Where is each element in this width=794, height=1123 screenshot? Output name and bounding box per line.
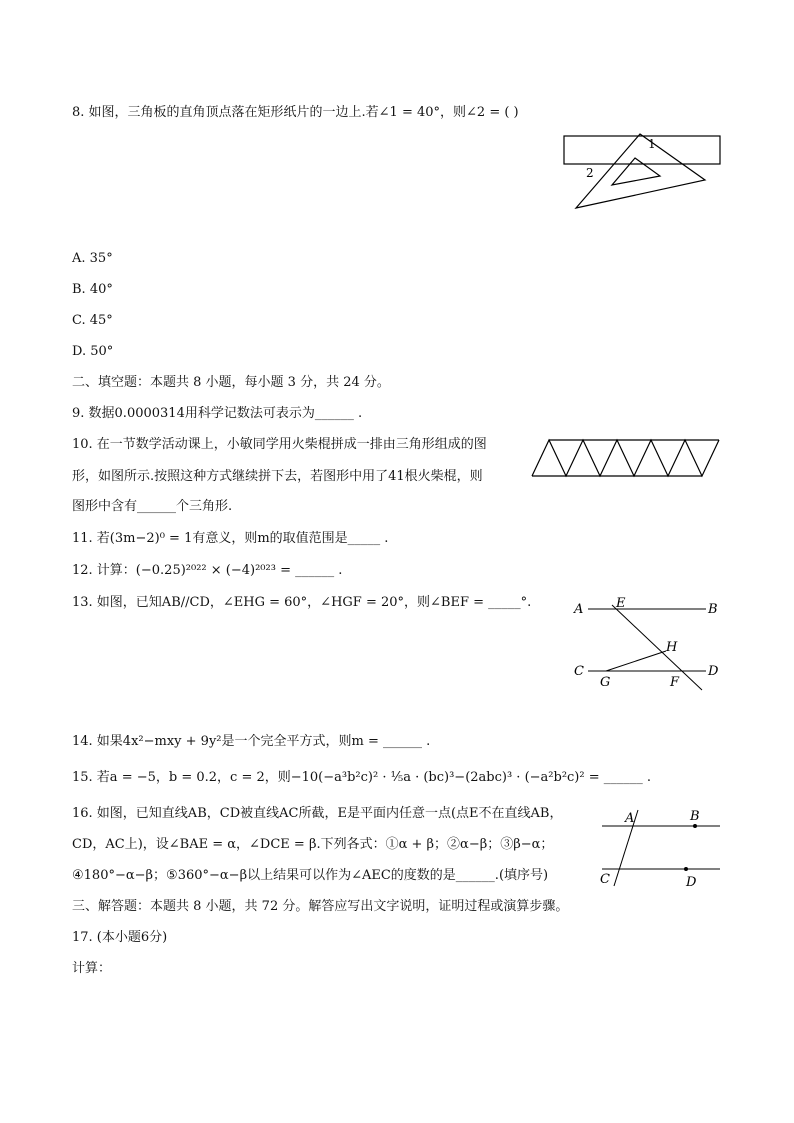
- transversal-ef: [612, 605, 702, 690]
- q8-figure: [560, 130, 730, 216]
- q16-line3: ④180°−α−β；⑤360°−α−β以上结果可以作为∠AEC的度数的是______.(填序号): [72, 868, 549, 883]
- svg-text:B: B: [690, 809, 700, 824]
- q10-line2: 形，如图所示.按照这种方式继续拼下去，若图形中用了41根火柴棍，则: [72, 469, 483, 484]
- svg-text:C: C: [574, 664, 584, 679]
- q8-option-d: D. 50°: [72, 344, 114, 359]
- svg-text:H: H: [666, 640, 678, 655]
- q10-line3: 图形中含有______个三角形.: [72, 499, 233, 514]
- q8-option-b: B. 40°: [72, 282, 113, 297]
- q17-title: 17. (本小题6分): [72, 930, 168, 945]
- set-square-inner: [612, 158, 660, 185]
- svg-text:G: G: [600, 675, 611, 690]
- q8-option-c: C. 45°: [72, 313, 113, 328]
- svg-text:D: D: [686, 875, 697, 890]
- q8-stem: 8. 如图，三角板的直角顶点落在矩形纸片的一边上.若∠1 = 40°，则∠2 = ( ): [72, 105, 519, 120]
- q15-text: 15. 若a = −5，b = 0.2，c = 2，则−10(−a³b²c)² · ⅕a · (bc)³−(2abc)³ · (−a²b²c)² = ______ .: [72, 770, 652, 785]
- rectangle-paper: [564, 136, 720, 164]
- svg-text:A: A: [625, 811, 635, 826]
- svg-text:F: F: [670, 675, 680, 690]
- q16-figure: [594, 806, 724, 892]
- section2-heading: 二、填空题：本题共 8 小题，每小题 3 分，共 24 分。: [72, 375, 390, 390]
- q10-matchstick-figure: [528, 436, 724, 482]
- section3-heading: 三、解答题：本题共 8 小题，共 72 分。解答应写出文字说明，证明过程或演算步骤。: [72, 899, 569, 914]
- q8-option-a: A. 35°: [72, 251, 113, 266]
- svg-text:E: E: [616, 596, 626, 611]
- q11-text: 11. 若(3m−2)⁰ = 1有意义，则m的取值范围是_____ .: [72, 531, 389, 546]
- svg-text:A: A: [574, 602, 584, 617]
- q12-text: 12. 计算：(−0.25)²⁰²² × (−4)²⁰²³ = ______ .: [72, 563, 343, 578]
- angle-2-label: 2: [586, 166, 594, 180]
- q9-text: 9. 数据0.0000314用科学记数法可表示为______ .: [72, 406, 363, 421]
- svg-text:B: B: [708, 602, 718, 617]
- angle-1-label: 1: [648, 137, 656, 151]
- q13-figure: [570, 596, 726, 696]
- q16-line2: CD，AC上)，设∠BAE = α，∠DCE = β.下列各式：①α + β；②α−β；③β−α；: [72, 837, 554, 852]
- q13-text: 13. 如图，已知AB//CD，∠EHG = 60°，∠HGF = 20°，则∠BEF = _____°.: [72, 595, 532, 610]
- q14-text: 14. 如果4x²−mxy + 9y²是一个完全平方式，则m = ______ .: [72, 734, 431, 749]
- q10-line1: 10. 在一节数学活动课上，小敏同学用火柴棍拼成一排由三角形组成的图: [72, 437, 487, 452]
- q17-prompt: 计算：: [72, 961, 112, 976]
- q16-line1: 16. 如图，已知直线AB，CD被直线AC所截，E是平面内任意一点(点E不在直线AB，: [72, 806, 563, 821]
- segment-gh: [606, 651, 666, 671]
- set-square-outer: [576, 134, 705, 208]
- svg-text:D: D: [708, 664, 719, 679]
- svg-text:C: C: [600, 872, 610, 887]
